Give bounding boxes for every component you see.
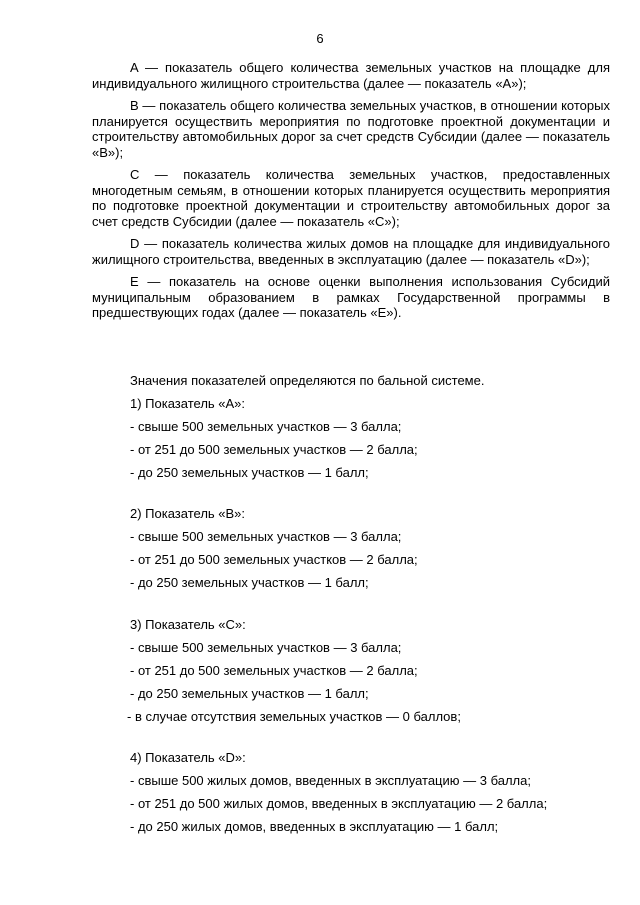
indicator-b-title: 2) Показатель «B»: xyxy=(130,506,246,521)
indicator-d-title: 4) Показатель «D»: xyxy=(130,750,246,765)
indicator-a-title: 1) Показатель «A»: xyxy=(130,396,246,411)
list-item: - до 250 земельных участков — 1 балл; xyxy=(130,465,369,480)
scoring-intro: Значения показателей определяются по бальной системе. xyxy=(130,373,485,388)
list-item: - до 250 земельных участков — 1 балл; xyxy=(130,686,369,701)
list-item: - свыше 500 земельных участков — 3 балла; xyxy=(130,419,402,434)
definition-a: A — показатель общего количества земельных участков на площадке для индивидуального жилищного строительства (далее — показатель «A»); xyxy=(92,60,610,91)
page-number: 6 xyxy=(316,31,324,46)
list-item: - от 251 до 500 жилых домов, введенных в эксплуатацию — 2 балла; xyxy=(130,796,548,811)
indicator-definitions xyxy=(92,60,610,328)
list-item: - от 251 до 500 земельных участков — 2 балла; xyxy=(130,552,418,567)
list-item: - до 250 жилых домов, введенных в эксплуатацию — 1 балл; xyxy=(130,819,499,834)
indicator-c-title: 3) Показатель «C»: xyxy=(130,617,246,632)
list-item: - в случае отсутствия земельных участков — 0 баллов; xyxy=(127,709,461,724)
list-item: - от 251 до 500 земельных участков — 2 балла; xyxy=(130,442,418,457)
list-item: - от 251 до 500 земельных участков — 2 балла; xyxy=(130,663,418,678)
definition-e: E — показатель на основе оценки выполнения использования Субсидий муниципальным образованием в рамках Государственной программы в предшествующих годах (далее — показатель «E»). xyxy=(92,274,610,320)
definition-c: C — показатель количества земельных участков, предоставленных многодетным семьям, в отношении которых планируется осуществить мероприятия по подготовке проектной документации и строительству автомобильных дорог за счет средств Субсидии (далее — показатель «C»); xyxy=(92,167,610,229)
list-item: - свыше 500 земельных участков — 3 балла; xyxy=(130,529,402,544)
list-item: - до 250 земельных участков — 1 балл; xyxy=(130,575,369,590)
definition-b: B — показатель общего количества земельных участков, в отношении которых планируется осуществить мероприятия по подготовке проектной документации и строительству автомобильных дорог за счет средств Субсидии (далее — показатель «B»); xyxy=(92,98,610,160)
definition-d: D — показатель количества жилых домов на площадке для индивидуального жилищного строительства, введенных в эксплуатацию (далее — показатель «D»); xyxy=(92,236,610,267)
list-item: - свыше 500 жилых домов, введенных в эксплуатацию — 3 балла; xyxy=(130,773,531,788)
list-item: - свыше 500 земельных участков — 3 балла; xyxy=(130,640,402,655)
